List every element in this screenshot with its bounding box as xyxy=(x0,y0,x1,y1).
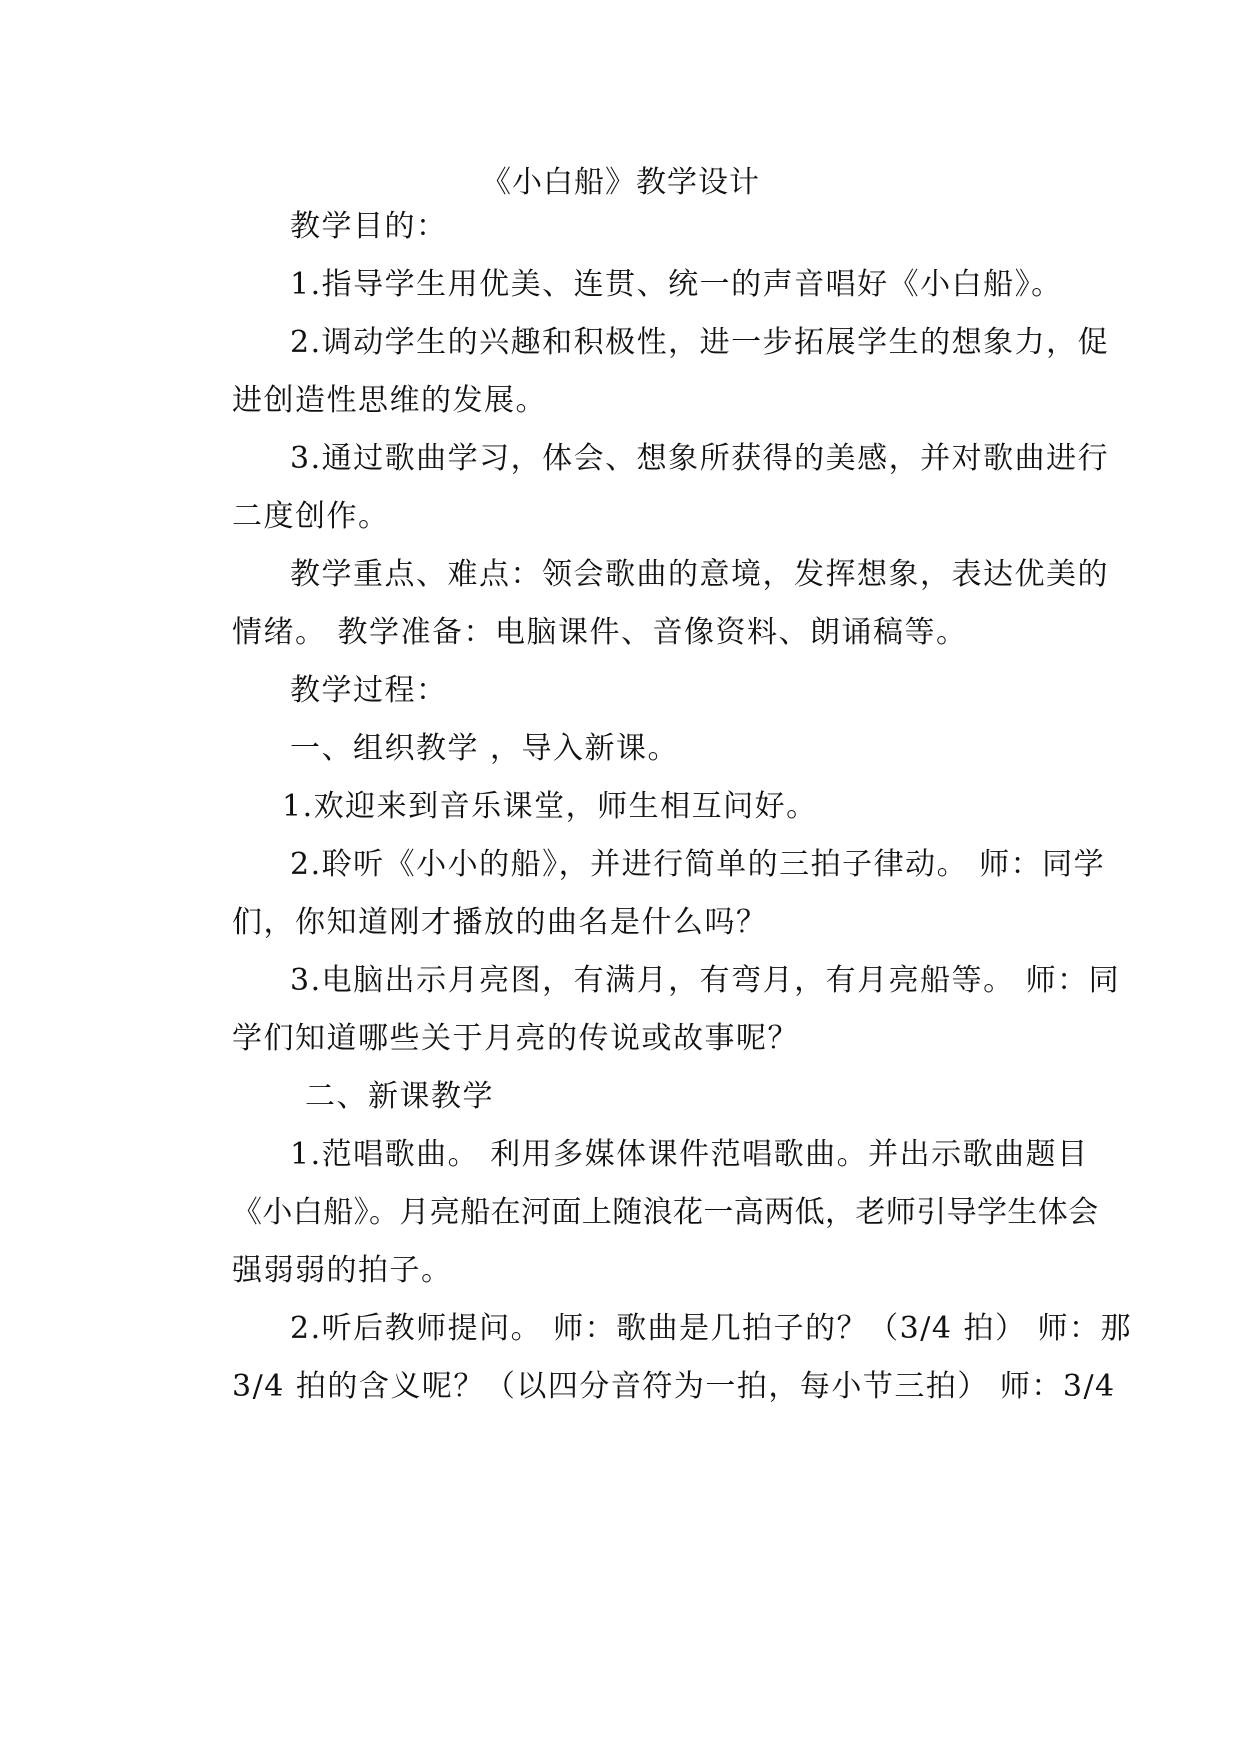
paragraph-line: 学们知道哪些关于月亮的传说或故事呢？ xyxy=(232,1021,799,1056)
paragraph-line: 1.指导学生用优美、连贯、统一的声音唱好《小白船》。 xyxy=(290,267,1063,302)
section-heading-part-one: 一、组织教学 ，导入新课。 xyxy=(290,731,680,766)
paragraph-line: 2.聆听《小小的船》，并进行简单的三拍子律动。 师：同学 xyxy=(290,847,1106,882)
paragraph-line: 《小白船》。月亮船在河面上随浪花一高两低，老师引导学生体会 xyxy=(232,1195,1099,1230)
paragraph-line: 1.欢迎来到音乐课堂，师生相互问好。 xyxy=(282,789,818,824)
section-heading-objectives: 教学目的： xyxy=(290,209,448,244)
paragraph-line: 2.听后教师提问。 师：歌曲是几拍子的？（3/4 拍） 师：那 xyxy=(290,1311,1133,1346)
paragraph-line: 进创造性思维的发展。 xyxy=(232,383,547,418)
paragraph-line: 2.调动学生的兴趣和积极性，进一步拓展学生的想象力，促 xyxy=(290,325,1110,360)
paragraph-line: 强弱弱的拍子。 xyxy=(232,1253,453,1288)
paragraph-line: 教学重点、难点：领会歌曲的意境，发挥想象，表达优美的 xyxy=(290,557,1109,592)
paragraph-line: 们，你知道刚才播放的曲名是什么吗？ xyxy=(232,905,768,940)
paragraph-line: 3/4 拍的含义呢？（以四分音符为一拍，每小节三拍） 师：3/4 xyxy=(232,1369,1116,1404)
paragraph-line: 情绪。 教学准备：电脑课件、音像资料、朗诵稿等。 xyxy=(232,615,968,650)
paragraph-line: 1.范唱歌曲。 利用多媒体课件范唱歌曲。并出示歌曲题目 xyxy=(290,1137,1089,1172)
section-heading-part-two: 二、新课教学 xyxy=(305,1079,494,1114)
paragraph-line: 二度创作。 xyxy=(232,499,390,534)
section-heading-process: 教学过程： xyxy=(290,673,448,708)
paragraph-line: 3.通过歌曲学习，体会、想象所获得的美感，并对歌曲进行 xyxy=(290,441,1110,476)
paragraph-line: 3.电脑出示月亮图，有满月，有弯月，有月亮船等。 师：同 xyxy=(290,963,1121,998)
document-title: 《小白船》教学设计 xyxy=(481,165,760,200)
